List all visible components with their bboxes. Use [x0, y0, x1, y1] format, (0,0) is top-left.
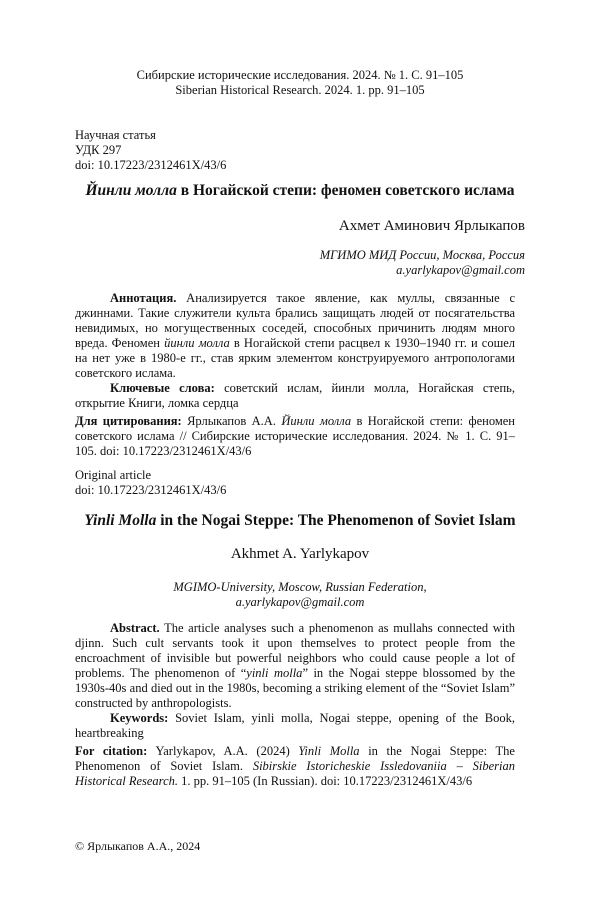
- en-citation-italic: Yinli Molla: [298, 744, 360, 758]
- ru-abstract-text2: в Ногайской степи расцвел к 1930–1940 гг. и сошел на нет уже в 1980-е гг., став ярким элементом конструируемого антропологами советского ислама.: [75, 336, 516, 380]
- en-citation-text3: 1. pp. 91–105 (In Russian). doi: 10.17223/2312461X/43/6: [178, 774, 473, 788]
- ru-abstract-italic: йинли молла: [164, 336, 230, 350]
- en-affiliation: MGIMO-University, Moscow, Russian Federation,: [173, 580, 427, 594]
- en-citation-text2: in the Nogai Steppe: The Phenomenon of Soviet Islam.: [75, 744, 515, 773]
- en-citation: [75, 744, 515, 789]
- ru-author: Ахмет Аминович Ярлыкапов: [338, 218, 525, 234]
- journal-header-ru: Сибирские исторические исследования. 2024. № 1. С. 91–105: [136, 68, 464, 82]
- ru-citation-text2: в Ногайской степи: феномен советского ислама // Сибирские исторические исследования. 2024. № 1. С. 91–105. doi: 10.17223/2312461X/43/6: [75, 414, 515, 458]
- ru-title-rest: в Ногайской степи: феномен советского ислама: [176, 182, 515, 199]
- ru-affiliation: МГИМО МИД России, Москва, Россия: [319, 248, 525, 262]
- en-abstract-text2: ” in the Nogai steppe blossomed by the 1930s-40s and died out in the 1980s, becoming a striking element of the “Soviet Islam” constructed by anthropologists.: [75, 666, 515, 710]
- ru-abstract: [75, 291, 515, 381]
- ru-doi: doi: 10.17223/2312461X/43/6: [75, 158, 227, 172]
- ru-title: [0, 182, 600, 200]
- ru-keywords-label: Ключевые слова:: [110, 381, 215, 395]
- en-doi: doi: 10.17223/2312461X/43/6: [75, 483, 227, 497]
- ru-abstract-text1: Анализируется такое явление, как муллы, связанные с джиннами. Такие служители культа брались защищать людей от посягательства невидимых, но могущественных соседей, способных причинить людям много вреда. Феномен: [75, 291, 515, 350]
- en-email[interactable]: a.yarlykapov@gmail.com: [235, 595, 365, 609]
- en-affiliation-block: [0, 580, 600, 610]
- en-keywords-text: Soviet Islam, yinli molla, Nogai steppe, opening of the Book, heartbreaking: [75, 711, 515, 740]
- ru-affiliation-block: [320, 248, 525, 278]
- en-citation-journal: Sibirskie Istoricheskie Issledovaniia – Siberian Historical Research.: [75, 759, 515, 788]
- ru-abstract-block: [75, 291, 515, 411]
- ru-citation-text1: Ярлыкапов А.А.: [181, 414, 282, 428]
- en-abstract-text1: The article analyses such a phenomenon as mullahs connected with djinn. Such cult servants took it upon themselves to protect people from the encroachment of invisible but powerful neighbors who could cause people a lot of problems. The phenomenon of “: [75, 621, 515, 680]
- ru-keywords: [75, 381, 515, 411]
- en-title-rest: in the Nogai Steppe: The Phenomenon of Soviet Islam: [156, 512, 516, 529]
- ru-abstract-label: Аннотация.: [110, 291, 177, 305]
- ru-title-italic: Йинли молла: [85, 182, 177, 199]
- en-article-type: Original article: [75, 468, 152, 482]
- ru-citation: [75, 414, 515, 459]
- ru-article-type: Научная статья: [75, 128, 156, 142]
- ru-keywords-text: советский ислам, йинли молла, Ногайская степь, открытие Книги, ломка сердца: [75, 381, 515, 410]
- en-abstract-block: [75, 621, 515, 741]
- ru-citation-italic: Йинли молла: [281, 414, 352, 428]
- en-author: Akhmet A. Yarlykapov: [230, 546, 370, 562]
- en-keywords: [75, 711, 515, 741]
- ru-citation-label: Для цитирования:: [75, 414, 182, 428]
- en-abstract-italic: yinli molla: [246, 666, 303, 680]
- ru-meta: [75, 128, 226, 173]
- en-meta: [75, 468, 226, 498]
- en-citation-text1: Yarlykapov, A.A. (2024): [147, 744, 299, 758]
- journal-header-en: Siberian Historical Research. 2024. 1. pp. 91–105: [175, 83, 425, 97]
- en-keywords-label: Keywords:: [110, 711, 169, 725]
- ru-email[interactable]: a.yarlykapov@gmail.com: [396, 263, 525, 277]
- en-title: [0, 512, 600, 530]
- en-abstract: [75, 621, 515, 711]
- en-abstract-label: Abstract.: [110, 621, 160, 635]
- journal-header: [0, 68, 600, 98]
- en-title-italic: Yinli Molla: [84, 512, 157, 529]
- ru-udk: УДК 297: [75, 143, 122, 157]
- copyright: © Ярлыкапов А.А., 2024: [75, 839, 201, 853]
- en-citation-label: For citation:: [75, 744, 148, 758]
